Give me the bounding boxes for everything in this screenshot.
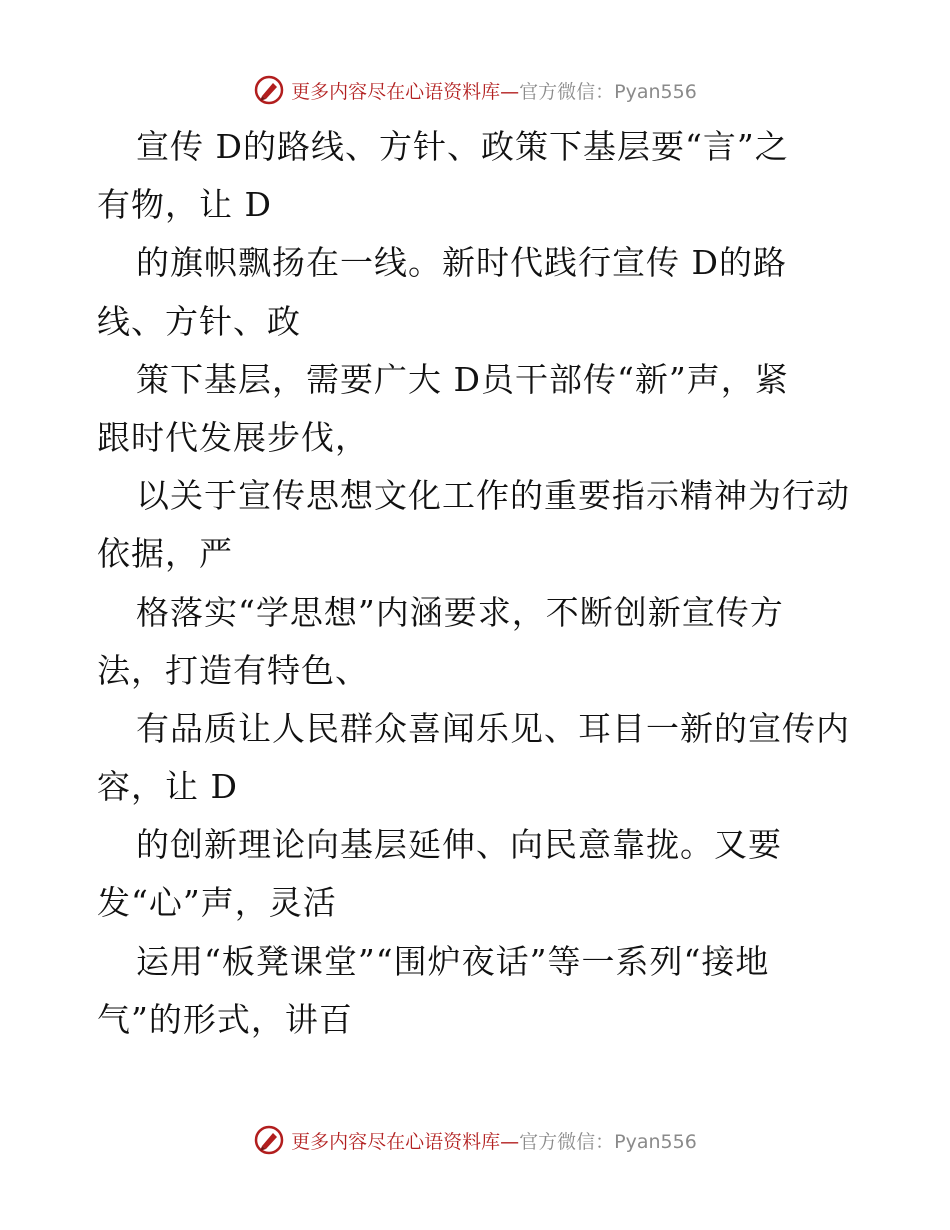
- body-line: 跟时代发展步伐，: [97, 417, 369, 457]
- document-body: [97, 118, 877, 1049]
- header-banner-main: 更多内容尽在心语资料库—: [291, 80, 520, 103]
- body-line: 有品质让人民群众喜闻乐见、耳目一新的宣传内: [136, 708, 850, 748]
- header-banner-wechat: 官方微信：Pyan556: [519, 80, 697, 103]
- body-line: 线、方针、政: [97, 301, 301, 341]
- footer-banner-text: [291, 1127, 697, 1154]
- body-line: 以关于宣传思想文化工作的重要指示精神为行动: [136, 476, 850, 516]
- brand-logo-icon: [253, 1124, 285, 1156]
- footer-watermark-banner: [0, 1120, 950, 1160]
- body-line: 宣传 D的路线、方针、政策下基层要“言”之: [136, 127, 789, 166]
- brand-logo-icon: [253, 74, 285, 106]
- body-line: 容，让 D: [97, 767, 238, 807]
- footer-banner-main: 更多内容尽在心语资料库—: [291, 1130, 520, 1153]
- footer-banner-wechat: 官方微信：Pyan556: [519, 1130, 697, 1153]
- body-line: 依据，严: [97, 534, 233, 574]
- body-line: 法，打造有特色、: [97, 650, 369, 690]
- body-line: 的创新理论向基层延伸、向民意靠拢。又要: [136, 825, 782, 865]
- body-line: 格落实“学思想”内涵要求，不断创新宣传方: [136, 592, 784, 632]
- body-line: 发“心”声，灵活: [97, 883, 337, 923]
- header-banner-text: [291, 77, 697, 104]
- header-watermark-banner: [0, 70, 950, 110]
- body-line: 运用“板凳课堂”“围炉夜话”等一系列“接地: [136, 941, 770, 981]
- body-line: 策下基层，需要广大 D员干部传“新”声，紧: [136, 359, 789, 399]
- body-line: 有物，让 D: [97, 185, 272, 225]
- body-line: 的旗帜飘扬在一线。新时代践行宣传 D的路: [136, 243, 787, 283]
- body-line: 气”的形式，讲百: [97, 999, 353, 1039]
